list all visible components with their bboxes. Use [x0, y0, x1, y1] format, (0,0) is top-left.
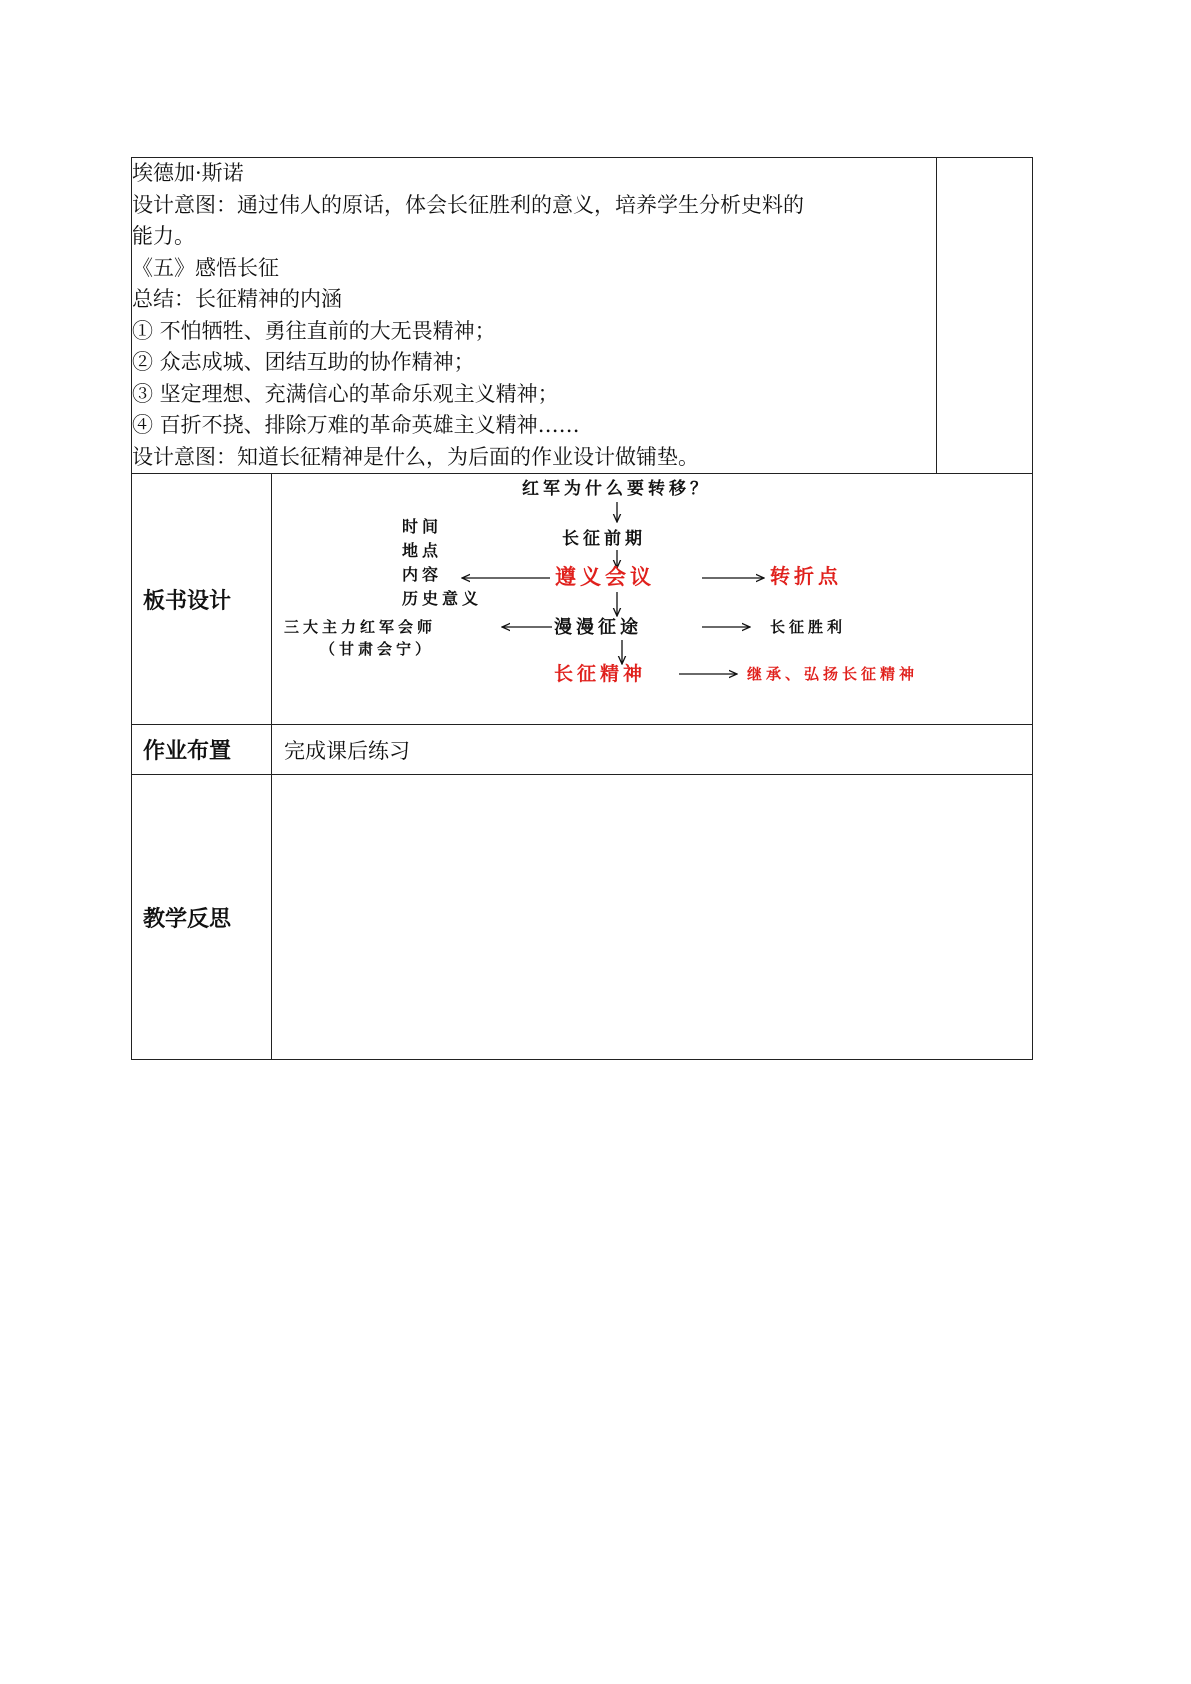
victory-text: 长征胜利	[770, 618, 847, 636]
meeting-text: 遵义会议	[555, 564, 655, 589]
homework-row	[132, 725, 1033, 775]
aspect-content: 内容	[402, 565, 443, 584]
design-intent-continuation: 能力。	[132, 224, 195, 248]
inherit-text: 继承、弘扬长征精神	[747, 665, 919, 683]
board-diagram-svg	[272, 474, 1032, 724]
spirit-text: 长征精神	[554, 663, 647, 685]
board-diagram	[272, 474, 1032, 724]
board-design-label: 板书设计	[132, 474, 272, 725]
summary-title: 总结：长征精神的内涵	[132, 287, 342, 311]
joining-text: 三大主力红军会师	[284, 618, 437, 636]
early-period-text: 长征前期	[562, 529, 646, 549]
spirit-point-2: ② 众志成城、团结互助的协作精神；	[132, 350, 475, 374]
spirit-point-4: ④ 百折不挠、排除万难的革命英雄主义精神……	[132, 413, 580, 437]
spirit-point-3: ③ 坚定理想、充满信心的革命乐观主义精神；	[132, 381, 559, 406]
design-intent-2: 设计意图：知道长征精神是什么，为后面的作业设计做铺垫。	[132, 444, 699, 469]
homework-content: 完成课后练习	[272, 725, 1033, 775]
lesson-content-cell	[132, 158, 937, 474]
spirit-point-1: ① 不怕牺牲、勇往直前的大无畏精神；	[132, 318, 496, 343]
aspect-place: 地点	[402, 541, 443, 560]
lesson-plan-table	[131, 157, 1033, 1060]
reflection-row	[132, 775, 1033, 1060]
board-design-row	[132, 474, 1033, 725]
journey-text: 漫漫征途	[554, 617, 642, 638]
author-line: 埃德加·斯诺	[132, 161, 244, 185]
turning-point-text: 转折点	[770, 564, 842, 588]
aspect-significance: 历史意义	[402, 589, 483, 608]
board-design-cell	[272, 474, 1033, 725]
side-empty-cell	[937, 158, 1033, 474]
reflection-label: 教学反思	[132, 775, 272, 1060]
homework-label: 作业布置	[132, 725, 272, 775]
reflection-content	[272, 775, 1033, 1060]
aspect-time: 时间	[402, 517, 443, 536]
design-intent-line: 设计意图：通过伟人的原话，体会长征胜利的意义，培养学生分析史料的	[132, 192, 804, 217]
section-title: 《五》感悟长征	[132, 255, 279, 280]
joining-place-text: （甘肃会宁）	[320, 640, 435, 658]
question-text: 红军为什么要转移？	[522, 479, 711, 499]
lesson-content-row	[132, 158, 1033, 474]
